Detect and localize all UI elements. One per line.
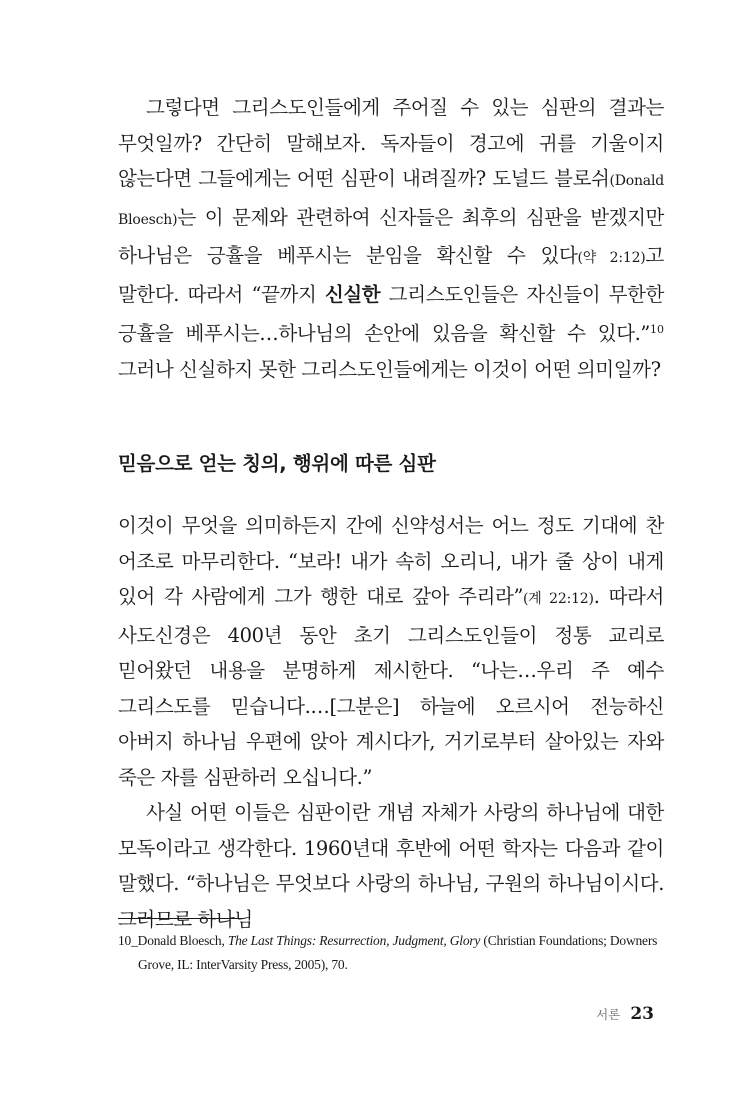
footnote-divider (118, 918, 244, 919)
scripture-reference: (계 22:12) (523, 591, 594, 607)
emphasis-bold: 신실한 (324, 282, 381, 306)
footnote: 10_Donald Bloesch, The Last Things: Resurrection, Judgment, Glory (Christian Foundations; Downers Grove, IL: InterVarsity Press, 2005), 70. (118, 929, 664, 977)
main-section (118, 508, 664, 937)
section-heading: 믿음으로 얻는 칭의, 행위에 따른 심판 (118, 452, 436, 475)
paragraph-3: 사실 어떤 이들은 심판이란 개념 자체가 사랑의 하나님에 대한 모독이라고 생각한다. 1960년대 후반에 어떤 학자는 다음과 같이 말했다. “하나님은 무엇보다 사랑의 하나님, 구원의 하나님이시다. 그러므로 하나님 (118, 801, 664, 931)
running-head: 서론 (596, 1007, 621, 1022)
page-number: 23 (630, 1004, 654, 1024)
book-title: The Last Things: Resurrection, Judgment, Glory (227, 933, 481, 948)
scripture-reference: (약 2:12) (577, 250, 646, 266)
intro-section (118, 90, 664, 387)
footnote-continuation: Grove, IL: InterVarsity Press, 2005), 70. (138, 957, 348, 972)
footnote-marker[interactable]: 10 (650, 323, 664, 336)
paragraph-1: 그렇다면 그리스도인들에게 주어질 수 있는 심판의 결과는 무엇일까? 간단히 말해보자. 독자들이 경고에 귀를 기울이지 않는다면 그들에게는 어떤 심판이 내려질까? 도널드 블로쉬(Donald Bloesch)는 이 문제와 관련하여 신자들은 최후의 심판을 받겠지만 하나님은 긍휼을 베푸시는 분임을 확신할 수 있다(약 2:12)고 말한다. 따라서 “끝까지 신실한 그리스도인들은 자신들이 무한한 긍휼을 베푸시는…하나님의 손안에 있음을 확신할 수 있다.”$^{10}$ 그러나 신실하지 못한 그리스도인들에게는 이것이 어떤 의미일까? (118, 96, 664, 381)
paragraph-2: 이것이 무엇을 의미하든지 간에 신약성서는 어느 정도 기대에 찬 어조로 마무리한다. “보라! 내가 속히 오리니, 내가 줄 상이 내게 있어 각 사람에게 그가 행한 대로 갚아 주리라”(계 22:12). 따라서 사도신경은 400년 동안 초기 그리스도인들이 정통 교리로 믿어왔던 내용을 분명하게 제시한다. “나는…우리 주 예수 그리스도를 믿습니다.…[그분은] 하늘에 오르시어 전능하신 아버지 하나님 우편에 앉아 계시다가, 거기로부터 살아있는 자와 죽은 자를 심판하러 오십니다.” (118, 514, 664, 789)
author-name-latin: (Donald Bloesch) (118, 173, 664, 228)
page-footer (596, 1004, 654, 1024)
